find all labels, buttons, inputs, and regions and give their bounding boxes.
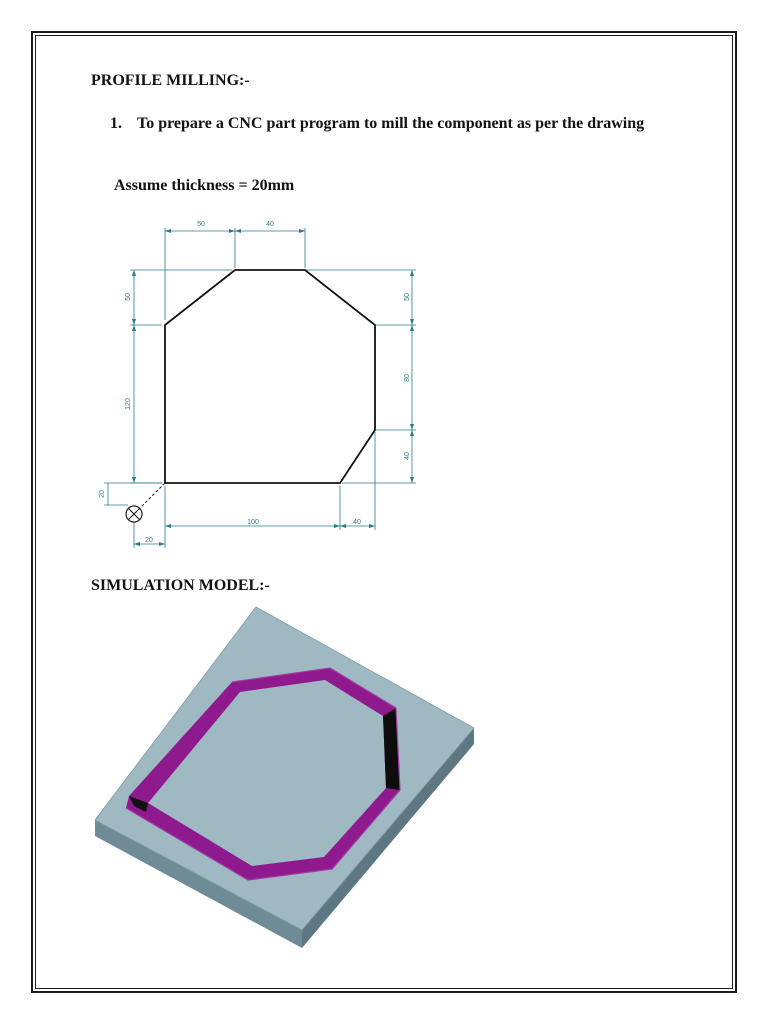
assumption-text: Assume thickness = 20mm: [114, 177, 295, 194]
heading-simulation-model: SIMULATION MODEL:-: [91, 577, 270, 594]
dim-bottom-offset: 20: [145, 537, 153, 544]
task-text: To prepare a CNC part program to mill the component as per the drawing: [137, 115, 645, 132]
dim-bottom-main: 100: [247, 519, 259, 526]
dim-top-right: 40: [266, 221, 274, 228]
heading-profile-milling: PROFILE MILLING:-: [91, 72, 250, 89]
dim-right-middle: 80: [404, 374, 411, 382]
dim-left-offset: 20: [99, 490, 106, 498]
dim-left-upper: 50: [125, 293, 132, 301]
dim-bottom-right: 40: [353, 519, 361, 526]
dim-left-main: 120: [125, 398, 132, 410]
dim-top-left: 50: [197, 221, 205, 228]
task-number: 1.: [110, 115, 122, 132]
dim-right-upper: 50: [404, 293, 411, 301]
dim-right-lower: 40: [404, 452, 411, 460]
